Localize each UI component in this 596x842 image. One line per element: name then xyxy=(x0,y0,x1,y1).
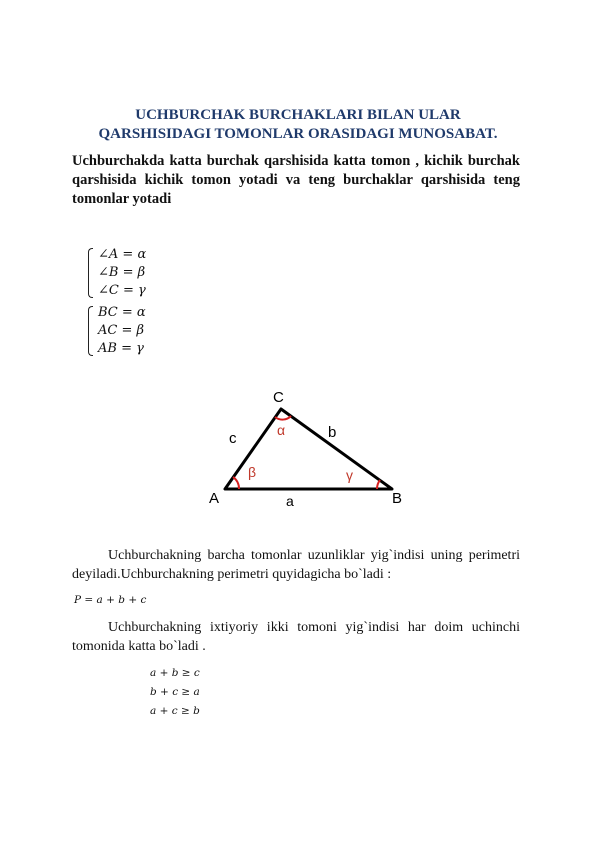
perimeter-formula: P = a + b + c xyxy=(74,594,147,606)
vertex-c-label: C xyxy=(273,389,284,406)
inequality-paragraph xyxy=(72,618,520,656)
eq-side-ab: AB = γ xyxy=(98,341,144,356)
inequality-3: a + c ≥ b xyxy=(150,705,200,717)
inequality-text: Uchburchakning ixtiyoriy ikki tomoni yig`indisi har doim uchinchi tomonida katta bo`ladi . xyxy=(72,620,520,654)
triangle-figure xyxy=(195,385,415,520)
inequality-1: a + b ≥ c xyxy=(150,667,200,679)
vertex-a-label: A xyxy=(209,490,220,507)
side-b-label: b xyxy=(328,424,337,441)
angle-system xyxy=(98,246,146,300)
inequality-2: b + c ≥ a xyxy=(150,686,200,698)
angle-c-label: α xyxy=(277,422,286,438)
side-c-label: c xyxy=(229,430,237,447)
triangle-diagram xyxy=(195,385,415,515)
page-title xyxy=(40,106,556,144)
eq-angle-a: ∠A = α xyxy=(98,247,147,262)
eq-side-ac: AC = β xyxy=(98,323,145,338)
title-line-2: QARSHISIDAGI TOMONLAR ORASIDAGI MUNOSABAT. xyxy=(98,126,498,142)
brace-system-1 xyxy=(88,248,93,298)
side-system xyxy=(98,304,146,358)
angle-a-label: β xyxy=(248,464,257,480)
eq-angle-c: ∠C = γ xyxy=(98,283,146,298)
inequality-list xyxy=(150,664,200,721)
intro-paragraph: Uchburchakda katta burchak qarshisida katta tomon , kichik burchak qarshisida kichik tomon yotadi va teng burchaklar qarshisida teng tomonlar yotadi xyxy=(72,153,520,207)
brace-system-2 xyxy=(88,306,93,356)
angle-b-label: γ xyxy=(346,467,353,483)
perimeter-text: Uchburchakning barcha tomonlar uzunliklar yig`indisi uning perimetri deyiladi.Uchburchakning perimetri quyidagicha bo`ladi : xyxy=(72,548,520,582)
perimeter-paragraph xyxy=(72,546,520,584)
angle-arc-a xyxy=(233,477,239,489)
vertex-b-label: B xyxy=(392,490,403,507)
side-a-label: a xyxy=(286,493,294,509)
eq-angle-b: ∠B = β xyxy=(98,265,146,280)
eq-side-bc: BC = α xyxy=(98,305,146,320)
title-line-1: UCHBURCHAK BURCHAKLARI BILAN ULAR xyxy=(135,107,461,123)
